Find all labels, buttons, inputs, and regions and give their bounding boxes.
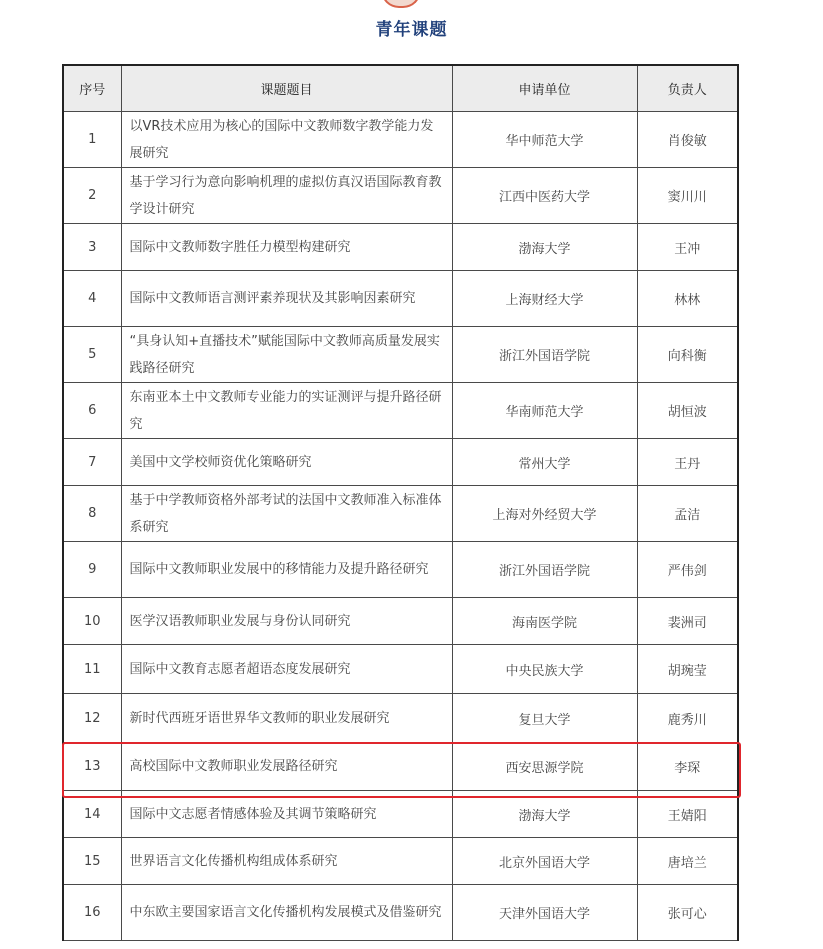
cell-topic: 以VR技术应用为核心的国际中文教师数字教学能力发展研究 (121, 112, 452, 168)
cell-lead: 李琛 (637, 743, 738, 791)
cell-unit: 渤海大学 (452, 791, 637, 838)
cell-lead: 向科衡 (637, 327, 738, 383)
cell-topic: 国际中文教师职业发展中的移情能力及提升路径研究 (121, 542, 452, 598)
cell-unit: 复旦大学 (452, 694, 637, 743)
table-row (63, 486, 738, 542)
table-row (63, 838, 738, 885)
cell-lead: 肖俊敏 (637, 112, 738, 168)
cell-unit: 天津外国语大学 (452, 885, 637, 941)
cell-lead: 王婧阳 (637, 791, 738, 838)
table-row (63, 542, 738, 598)
header-lead: 负责人 (637, 65, 738, 112)
cell-unit: 上海对外经贸大学 (452, 486, 637, 542)
cell-no: 16 (63, 885, 121, 941)
page-title: 青年课题 (375, 20, 448, 40)
cell-lead: 孟洁 (637, 486, 738, 542)
cell-lead: 张可心 (637, 885, 738, 941)
table-row (63, 791, 738, 838)
table-row (63, 743, 738, 791)
cell-no: 2 (63, 168, 121, 224)
cell-unit: 渤海大学 (452, 224, 637, 271)
cell-no: 9 (63, 542, 121, 598)
cell-unit: 浙江外国语学院 (452, 542, 637, 598)
cell-no: 3 (63, 224, 121, 271)
table-row (63, 694, 738, 743)
table-row (63, 112, 738, 168)
cell-unit: 西安思源学院 (452, 743, 637, 791)
cell-lead: 胡恒波 (637, 383, 738, 439)
cell-no: 15 (63, 838, 121, 885)
projects-table (62, 64, 739, 941)
cell-unit: 华南师范大学 (452, 383, 637, 439)
cell-topic: 世界语言文化传播机构组成体系研究 (121, 838, 452, 885)
cell-lead: 裴洲司 (637, 598, 738, 645)
table-row (63, 168, 738, 224)
table-row (63, 598, 738, 645)
cell-no: 4 (63, 271, 121, 327)
cell-unit: 上海财经大学 (452, 271, 637, 327)
cell-unit: 中央民族大学 (452, 645, 637, 694)
cell-unit: 北京外国语大学 (452, 838, 637, 885)
cell-lead: 严伟剑 (637, 542, 738, 598)
cell-lead: 王丹 (637, 439, 738, 486)
cell-unit: 海南医学院 (452, 598, 637, 645)
cell-lead: 胡琬莹 (637, 645, 738, 694)
cell-topic: 基于中学教师资格外部考试的法国中文教师准入标准体系研究 (121, 486, 452, 542)
cell-topic: 医学汉语教师职业发展与身份认同研究 (121, 598, 452, 645)
cell-topic: 新时代西班牙语世界华文教师的职业发展研究 (121, 694, 452, 743)
cell-topic: 高校国际中文教师职业发展路径研究 (121, 743, 452, 791)
cell-no: 7 (63, 439, 121, 486)
cell-topic: 东南亚本土中文教师专业能力的实证测评与提升路径研究 (121, 383, 452, 439)
cell-unit: 华中师范大学 (452, 112, 637, 168)
cell-lead: 唐培兰 (637, 838, 738, 885)
cell-topic: 基于学习行为意向影响机理的虚拟仿真汉语国际教育教学设计研究 (121, 168, 452, 224)
cell-topic: 中东欧主要国家语言文化传播机构发展模式及借鉴研究 (121, 885, 452, 941)
cell-unit: 江西中医药大学 (452, 168, 637, 224)
table-header-row (63, 65, 738, 112)
cell-unit: 常州大学 (452, 439, 637, 486)
header-unit: 申请单位 (452, 65, 637, 112)
table-row (63, 885, 738, 941)
cell-no: 11 (63, 645, 121, 694)
cell-no: 13 (63, 743, 121, 791)
cell-no: 5 (63, 327, 121, 383)
cell-topic: 美国中文学校师资优化策略研究 (121, 439, 452, 486)
table-row (63, 327, 738, 383)
header-no: 序号 (63, 65, 121, 112)
cell-topic: 国际中文教育志愿者超语态度发展研究 (121, 645, 452, 694)
cell-no: 12 (63, 694, 121, 743)
cell-topic: 国际中文教师语言测评素养现状及其影响因素研究 (121, 271, 452, 327)
cell-lead: 林林 (637, 271, 738, 327)
header-topic: 课题题目 (121, 65, 452, 112)
cell-no: 6 (63, 383, 121, 439)
cell-topic: “具身认知+直播技术”赋能国际中文教师高质量发展实践路径研究 (121, 327, 452, 383)
table-row (63, 439, 738, 486)
table-row (63, 224, 738, 271)
cell-lead: 鹿秀川 (637, 694, 738, 743)
logo-badge-icon (381, 0, 421, 8)
cell-no: 1 (63, 112, 121, 168)
table-row (63, 645, 738, 694)
cell-no: 14 (63, 791, 121, 838)
cell-topic: 国际中文志愿者情感体验及其调节策略研究 (121, 791, 452, 838)
cell-lead: 王冲 (637, 224, 738, 271)
cell-lead: 窦川川 (637, 168, 738, 224)
cell-unit: 浙江外国语学院 (452, 327, 637, 383)
table-row (63, 271, 738, 327)
cell-no: 8 (63, 486, 121, 542)
table-row (63, 383, 738, 439)
cell-topic: 国际中文教师数字胜任力模型构建研究 (121, 224, 452, 271)
cell-no: 10 (63, 598, 121, 645)
